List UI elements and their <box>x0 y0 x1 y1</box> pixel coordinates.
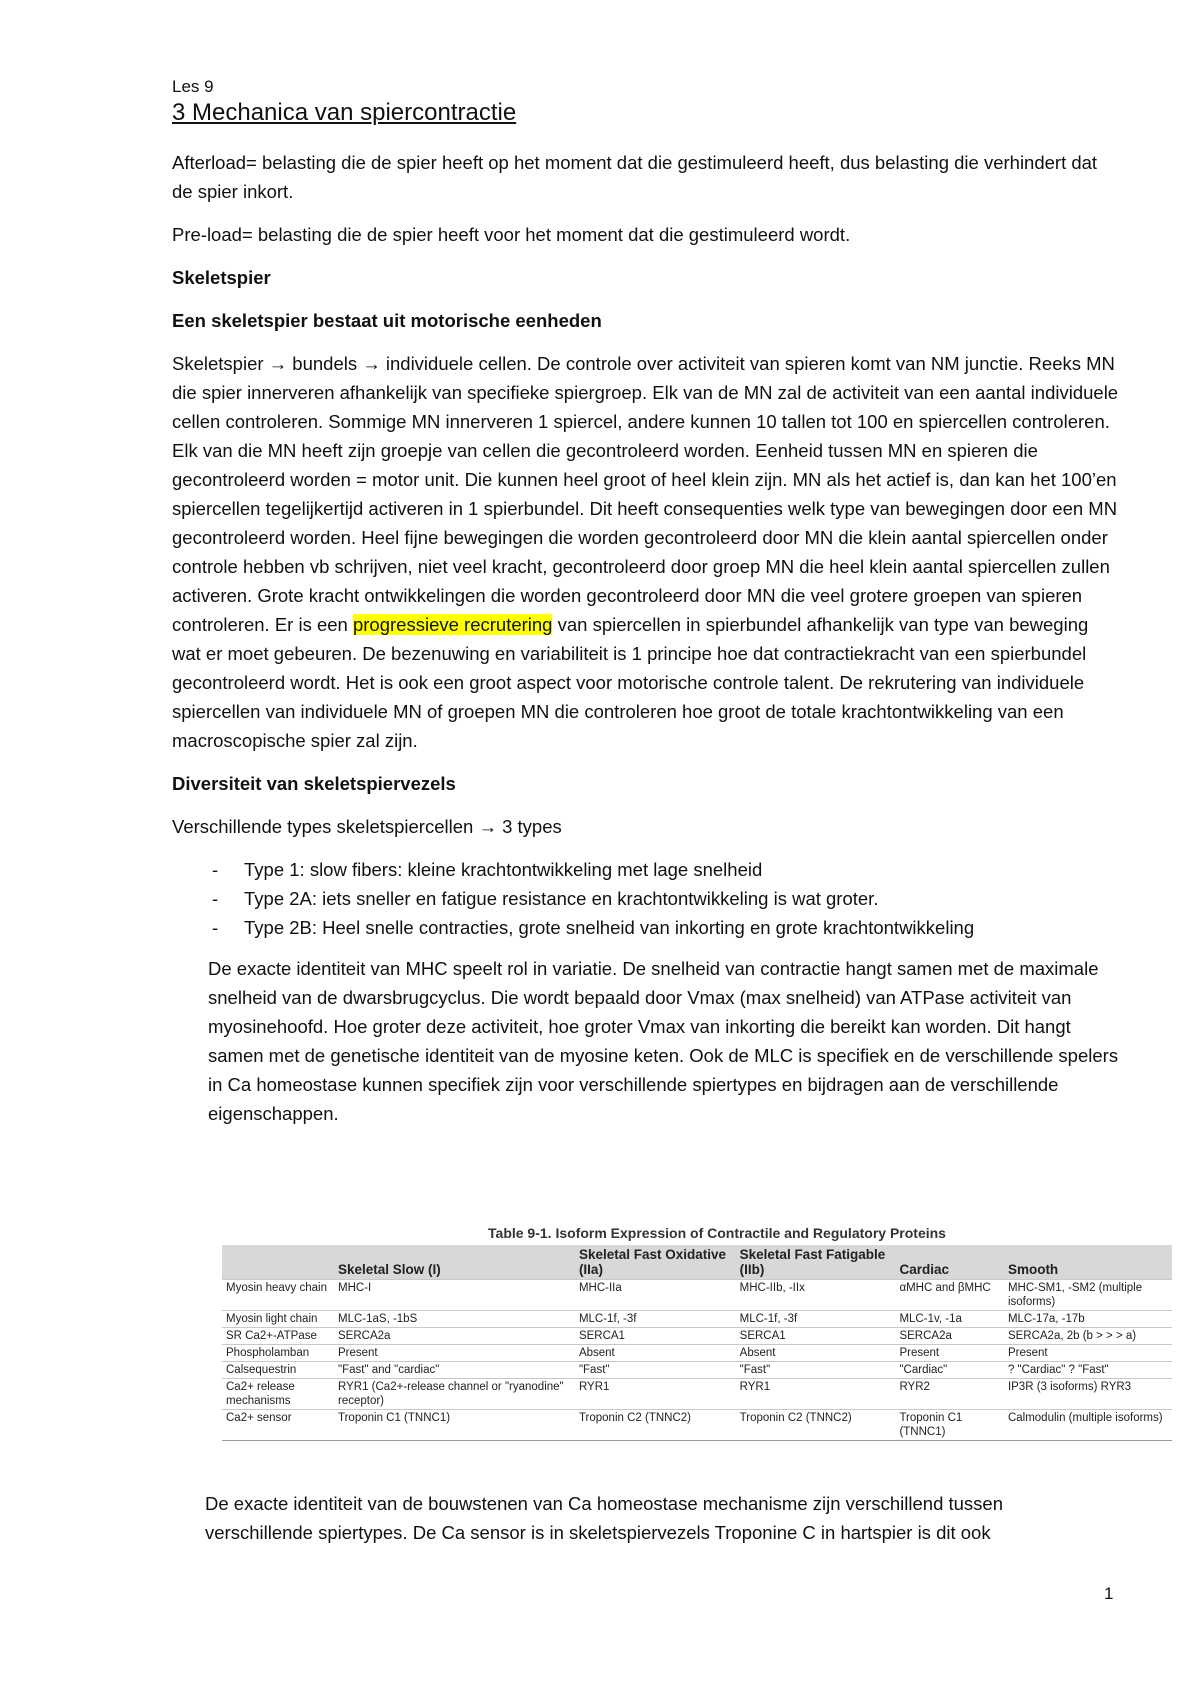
table-cell: Troponin C1 (TNNC1) <box>895 1410 1003 1441</box>
table-cell: Calmodulin (multiple isoforms) <box>1004 1410 1172 1441</box>
table-cell: MHC-IIa <box>575 1280 736 1311</box>
table-cell: MHC-I <box>334 1280 575 1311</box>
list-item: - Type 1: slow fibers: kleine krachtontwikkeling met lage snelheid <box>172 855 1122 884</box>
table-cell: Troponin C2 (TNNC2) <box>575 1410 736 1441</box>
list-item: - Type 2A: iets sneller en fatigue resistance en krachtontwikkeling is wat groter. <box>172 884 1122 913</box>
table-cell: "Fast" and "cardiac" <box>334 1362 575 1379</box>
isoform-table <box>222 1245 1172 1441</box>
table-row <box>222 1311 1172 1328</box>
table-cell: SERCA2a, 2b (b > > > a) <box>1004 1328 1172 1345</box>
table-cell: Absent <box>575 1345 736 1362</box>
document-page <box>172 76 1122 1142</box>
table-row <box>222 1328 1172 1345</box>
table-header-row <box>222 1245 1172 1280</box>
table-cell: Ca2+ sensor <box>222 1410 334 1441</box>
table-header-cell: Skeletal Fast Fatigable (IIb) <box>736 1245 896 1280</box>
table-cell: MLC-1f, -3f <box>575 1311 736 1328</box>
highlighted-term: progressieve recrutering <box>352 614 553 635</box>
heading-skeletspier: Skeletspier <box>172 267 271 288</box>
table-cell: SR Ca2+-ATPase <box>222 1328 334 1345</box>
table-cell: "Fast" <box>575 1362 736 1379</box>
list-item: - Type 2B: Heel snelle contracties, grote snelheid van inkorting en grote krachtontwikkeling <box>172 913 1122 942</box>
table-cell: RYR1 (Ca2+-release channel or "ryanodine" receptor) <box>334 1379 575 1410</box>
table-cell: Myosin light chain <box>222 1311 334 1328</box>
table-cell: Ca2+ release mechanisms <box>222 1379 334 1410</box>
table-cell: SERCA1 <box>736 1328 896 1345</box>
afterload-paragraph: Afterload= belasting die de spier heeft op het moment dat die gestimuleerd heeft, dus belasting die verhindert dat de spier inkort. <box>172 152 1098 202</box>
table-cell: SERCA2a <box>334 1328 575 1345</box>
table-cell: MHC-SM1, -SM2 (multiple isoforms) <box>1004 1280 1172 1311</box>
table-cell: SERCA2a <box>895 1328 1003 1345</box>
types-intro: Verschillende types skeletspiercellen → 3 types <box>172 816 562 837</box>
table-row <box>222 1379 1172 1410</box>
table-cell: Calsequestrin <box>222 1362 334 1379</box>
table-cell: Present <box>895 1345 1003 1362</box>
motor-unit-text-2: van spiercellen in spierbundel afhankelijk van type van beweging wat er moet gebeuren. De bezenuwing en variabiliteit is 1 principe hoe dat contractiekracht van een spierbundel gecontroleerd wordt. Het is ook een groot aspect voor motorische controle talent. De rekrutering van individuele spiercellen van individuele MN of groepen MN die controleren hoe groot de totale krachtontwikkeling van een macroscopische spier zal zijn. <box>172 614 1089 751</box>
table-header-cell <box>222 1245 334 1280</box>
motor-unit-paragraph <box>172 349 1122 755</box>
table-cell: Troponin C1 (TNNC1) <box>334 1410 575 1441</box>
page-number: 1 <box>1104 1584 1114 1603</box>
table-row <box>222 1280 1172 1311</box>
page-title: 3 Mechanica van spiercontractie <box>172 99 517 126</box>
table-cell: MLC-1f, -3f <box>736 1311 896 1328</box>
table-title: Table 9-1. Isoform Expression of Contractile and Regulatory Proteins <box>488 1225 946 1241</box>
table-cell: MLC-1v, -1a <box>895 1311 1003 1328</box>
table-cell: Phospholamban <box>222 1345 334 1362</box>
isoform-table-figure <box>222 1225 1172 1441</box>
table-cell: SERCA1 <box>575 1328 736 1345</box>
table-header-cell: Skeletal Fast Oxidative (IIa) <box>575 1245 736 1280</box>
table-cell: αMHC and βMHC <box>895 1280 1003 1311</box>
table-header-cell: Skeletal Slow (I) <box>334 1245 575 1280</box>
table-cell: IP3R (3 isoforms) RYR3 <box>1004 1379 1172 1410</box>
table-cell: ? "Cardiac" ? "Fast" <box>1004 1362 1172 1379</box>
ca-homeostase-paragraph: De exacte identiteit van de bouwstenen van Ca homeostase mechanisme zijn verschillend tussen verschillende spiertypes. De Ca sensor is in skeletspiervezels Troponine C in hartspier is dit ook <box>205 1493 1004 1543</box>
table-cell: RYR1 <box>575 1379 736 1410</box>
table-cell: MLC-1aS, -1bS <box>334 1311 575 1328</box>
table-row <box>222 1345 1172 1362</box>
table-cell: Absent <box>736 1345 896 1362</box>
table-header-cell: Smooth <box>1004 1245 1172 1280</box>
table-cell: RYR1 <box>736 1379 896 1410</box>
table-cell: RYR2 <box>895 1379 1003 1410</box>
table-cell: Myosin heavy chain <box>222 1280 334 1311</box>
table-cell: Present <box>334 1345 575 1362</box>
table-header-cell: Cardiac <box>895 1245 1003 1280</box>
heading-diversiteit: Diversiteit van skeletspiervezels <box>172 773 456 794</box>
table-cell: MHC-IIb, -IIx <box>736 1280 896 1311</box>
lesson-label: Les 9 <box>172 77 214 96</box>
heading-motorische-eenheden: Een skeletspier bestaat uit motorische eenheden <box>172 310 602 331</box>
table-row <box>222 1410 1172 1441</box>
table-row <box>222 1362 1172 1379</box>
table-cell: "Fast" <box>736 1362 896 1379</box>
table-cell: Present <box>1004 1345 1172 1362</box>
mhc-paragraph: De exacte identiteit van MHC speelt rol in variatie. De snelheid van contractie hangt samen met de maximale snelheid van de dwarsbrugcyclus. Die wordt bepaald door Vmax (max snelheid) van ATPase activiteit van myosinehoofd. Hoe groter deze activiteit, hoe groter Vmax van inkorting die bereikt kan worden. Dit hangt samen met de genetische identiteit van de myosine keten. Ook de MLC is specifiek en de verschillende spelers in Ca homeostase kunnen specifiek zijn voor verschillende spiertypes en bijdragen aan de verschillende eigenschappen. <box>208 958 1119 1124</box>
table-cell: "Cardiac" <box>895 1362 1003 1379</box>
motor-unit-text-1: Skeletspier → bundels → individuele cellen. De controle over activiteit van spieren komt van NM junctie. Reeks MN die spier innerveren afhankelijk van specifieke spiergroep. Elk van de MN zal de activiteit van een aantal individuele cellen controleren. Sommige MN innerveren 1 spiercel, andere kunnen 10 tallen tot 100 en spiercellen controleren. Elk van die MN heeft zijn groepje van cellen die gecontroleerd worden. Eenheid tussen MN en spieren die gecontroleerd worden = motor unit. Die kunnen heel groot of heel klein zijn. MN als het actief is, dan kan het 100’en spiercellen tegelijkertijd activeren in 1 spierbundel. Dit heeft consequenties welk type van bewegingen door een MN gecontroleerd worden. Heel fijne bewegingen die worden gecontroleerd door MN die klein aantal spiercellen onder controle hebben vb schrijven, niet veel kracht, gecontroleerd door groep MN die heel klein aantal spiercellen zullen activeren. Grote kracht ontwikkelingen die worden gecontroleerd door MN die veel grotere groepen van spieren controleren. Er is een <box>172 353 1119 635</box>
preload-paragraph: Pre-load= belasting die de spier heeft voor het moment dat die gestimuleerd wordt. <box>172 224 851 245</box>
table-cell: MLC-17a, -17b <box>1004 1311 1172 1328</box>
table-cell: Troponin C2 (TNNC2) <box>736 1410 896 1441</box>
fiber-types-list <box>172 855 1122 942</box>
